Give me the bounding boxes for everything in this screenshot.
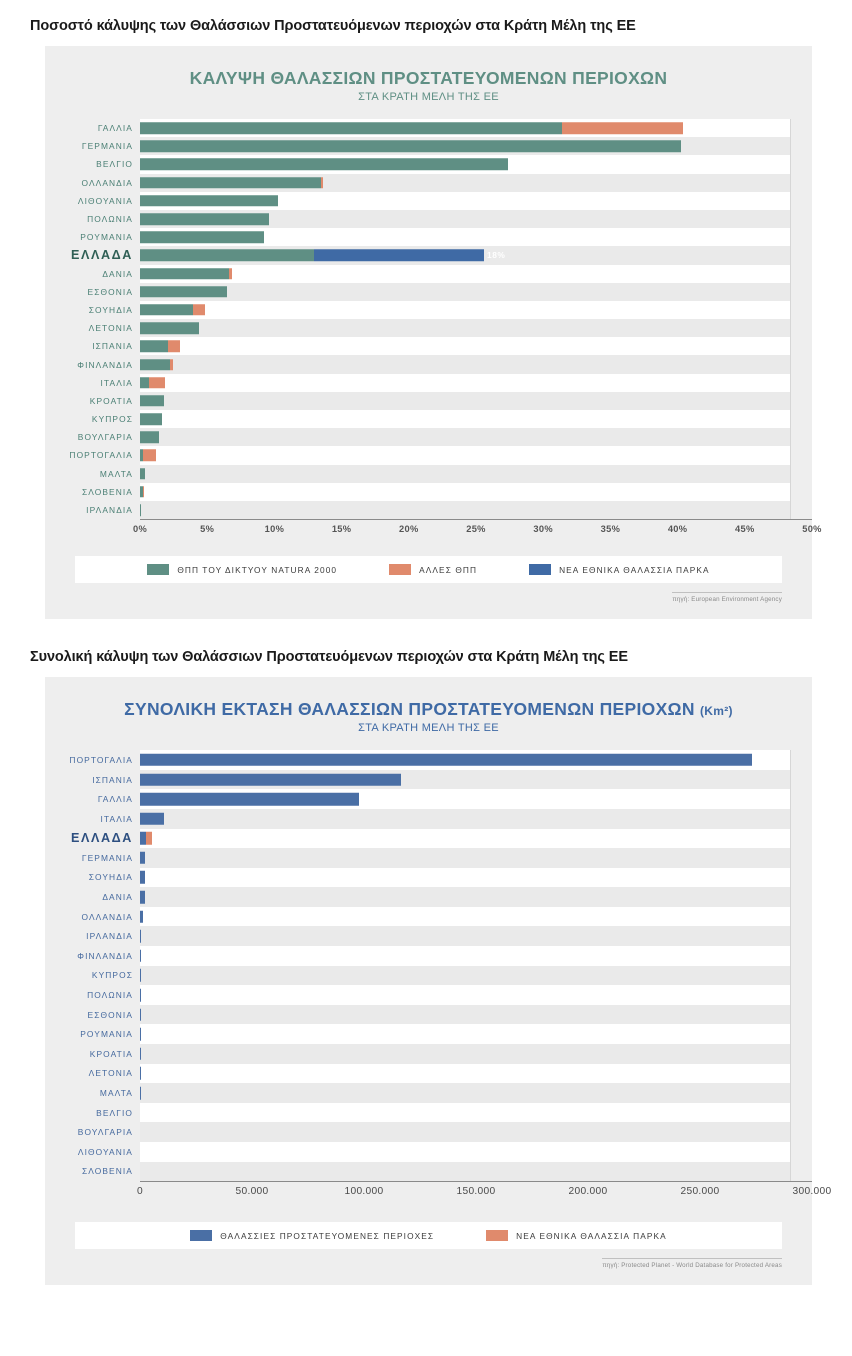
legend-label: ΘΑΛΑΣΣΙΕΣ ΠΡΟΣΤΑΤΕΥΟΜΕΝΕΣ ΠΕΡΙΟΧΕΣ bbox=[220, 1230, 435, 1241]
chart-row bbox=[97, 119, 790, 137]
bar-segment[interactable] bbox=[140, 268, 229, 280]
chart-row bbox=[86, 501, 790, 519]
stacked-bar[interactable] bbox=[140, 871, 195, 884]
section-heading-1: Ποσοστό κάλυψης των Θαλάσσιων Προστατευόμενων περιοχών στα Κράτη Μέλη της ΕΕ bbox=[30, 18, 636, 34]
x-tick-label: 0% bbox=[132, 524, 148, 535]
row-label-ισπανια: ΙΣΠΑΝΙΑ bbox=[92, 774, 133, 785]
chart-row bbox=[87, 1005, 790, 1025]
bar-track bbox=[140, 1024, 790, 1044]
bar-segment[interactable] bbox=[140, 250, 314, 262]
bar-segment[interactable] bbox=[140, 504, 141, 516]
stacked-bar[interactable] bbox=[140, 159, 629, 171]
x-tick-label: 250.000 bbox=[680, 1186, 720, 1198]
row-label-λιθουανια: ΛΙΘΟΥΑΝΙΑ bbox=[77, 195, 133, 206]
stacked-bar[interactable] bbox=[140, 832, 227, 845]
row-label-ιρλανδια: ΙΡΛΑΝΔΙΑ bbox=[86, 505, 133, 516]
bar-segment[interactable] bbox=[140, 359, 170, 371]
row-label-σουηδια: ΣΟΥΗΔΙΑ bbox=[88, 872, 133, 883]
bar-segment[interactable] bbox=[314, 250, 484, 262]
chart-row bbox=[99, 465, 790, 483]
bar-track bbox=[140, 246, 790, 264]
row-label-βουλγαρια: ΒΟΥΛΓΑΡΙΑ bbox=[77, 432, 133, 443]
chart-row bbox=[88, 301, 790, 319]
chart-row bbox=[77, 355, 790, 373]
row-label-ιρλανδια: ΙΡΛΑΝΔΙΑ bbox=[86, 931, 133, 942]
row-label-ρουμανια: ΡΟΥΜΑΝΙΑ bbox=[80, 1029, 133, 1040]
x-tick-label: 100.000 bbox=[344, 1186, 384, 1198]
legend-item[interactable] bbox=[363, 564, 503, 575]
bar-track bbox=[140, 887, 790, 907]
row-label-βελγιο: ΒΕΛΓΙΟ bbox=[96, 159, 133, 170]
bar-track bbox=[140, 501, 790, 519]
chart-row bbox=[91, 966, 790, 986]
bar-segment[interactable] bbox=[140, 341, 168, 353]
chart-row bbox=[69, 446, 790, 464]
bar-track bbox=[140, 1142, 790, 1162]
bar-track bbox=[140, 848, 790, 868]
chart-row bbox=[70, 246, 790, 264]
chart-row bbox=[80, 228, 790, 246]
stacked-bar[interactable] bbox=[140, 377, 267, 389]
bar-track bbox=[140, 1083, 790, 1103]
bar-segment[interactable] bbox=[140, 969, 141, 982]
chart-row bbox=[96, 1103, 790, 1123]
stacked-bar[interactable] bbox=[140, 304, 345, 316]
legend-swatch-icon bbox=[190, 1230, 212, 1241]
row-label-σλοβενια: ΣΛΟΒΕΝΙΑ bbox=[81, 486, 133, 497]
chart1-title bbox=[45, 62, 812, 89]
bar-track bbox=[140, 119, 790, 137]
chart-row bbox=[88, 1064, 790, 1084]
row-label-βελγιο: ΒΕΛΓΙΟ bbox=[96, 1107, 133, 1118]
bar-segment[interactable] bbox=[562, 122, 683, 134]
chart-row bbox=[89, 392, 790, 410]
stacked-bar[interactable] bbox=[140, 1087, 150, 1100]
bar-segment[interactable] bbox=[140, 377, 149, 389]
bar-track bbox=[140, 1162, 790, 1182]
stacked-bar[interactable] bbox=[140, 1048, 153, 1061]
stacked-bar[interactable] bbox=[140, 322, 336, 334]
chart-row bbox=[80, 1024, 790, 1044]
bar-track bbox=[140, 337, 790, 355]
bar-track bbox=[140, 789, 790, 809]
chart2-title-text: ΣΥΝΟΛΙΚΗ ΕΚΤΑΣΗ ΘΑΛΑΣΣΙΩΝ ΠΡΟΣΤΑΤΕΥΟΜΕΝΩΝ ΠΕΡΙΟΧΩΝ bbox=[124, 699, 695, 720]
row-label-εσθονια: ΕΣΘΟΝΙΑ bbox=[87, 286, 133, 297]
chart-row bbox=[70, 829, 790, 849]
row-label-ολλανδια: ΟΛΛΑΝΔΙΑ bbox=[81, 911, 133, 922]
legend-item[interactable] bbox=[164, 1230, 460, 1241]
bar-track bbox=[140, 829, 790, 849]
chart-row bbox=[99, 1083, 790, 1103]
chart1-x-tick-labels bbox=[132, 520, 822, 542]
bar-segment[interactable] bbox=[140, 950, 141, 963]
row-label-ελλαδα: ΕΛΛΑΔΑ bbox=[70, 248, 133, 263]
bar-segment[interactable] bbox=[140, 871, 145, 884]
chart1-bar-rows bbox=[69, 119, 790, 519]
chart-row bbox=[88, 319, 790, 337]
stacked-bar[interactable] bbox=[140, 341, 301, 353]
chart-row bbox=[96, 155, 790, 173]
row-label-βουλγαρια: ΒΟΥΛΓΑΡΙΑ bbox=[77, 1127, 133, 1138]
row-label-σλοβενια: ΣΛΟΒΕΝΙΑ bbox=[81, 1166, 133, 1177]
stacked-bar[interactable] bbox=[140, 891, 195, 904]
bar-track bbox=[140, 392, 790, 410]
bar-track bbox=[140, 985, 790, 1005]
stacked-bar[interactable] bbox=[140, 450, 243, 462]
chart-card-total-area bbox=[45, 677, 832, 1285]
bar-segment[interactable] bbox=[140, 754, 752, 767]
x-tick-label: 20% bbox=[399, 524, 419, 535]
stacked-bar[interactable] bbox=[140, 969, 164, 982]
bar-track bbox=[140, 319, 790, 337]
row-label-φινλανδια: ΦΙΝΛΑΝΔΙΑ bbox=[77, 950, 133, 961]
stacked-bar[interactable] bbox=[140, 910, 188, 923]
stacked-bar[interactable] bbox=[140, 950, 164, 963]
bar-track bbox=[140, 966, 790, 986]
x-tick-label: 25% bbox=[466, 524, 486, 535]
chart-row bbox=[87, 210, 790, 228]
row-label-ιταλια: ΙΤΑΛΙΑ bbox=[100, 377, 133, 388]
chart-row bbox=[81, 907, 790, 927]
bar-segment[interactable] bbox=[140, 432, 159, 444]
bar-segment[interactable] bbox=[140, 177, 321, 189]
chart-row bbox=[81, 483, 790, 501]
bar-segment[interactable] bbox=[140, 773, 401, 786]
bar-segment[interactable] bbox=[140, 213, 269, 225]
chart1-source: πηγή: European Environment Agency bbox=[672, 592, 782, 603]
stacked-bar[interactable] bbox=[140, 930, 165, 943]
stacked-bar[interactable] bbox=[140, 1165, 141, 1178]
stacked-bar[interactable] bbox=[140, 793, 517, 806]
bar-track bbox=[140, 809, 790, 829]
chart-row bbox=[97, 789, 790, 809]
bar-segment[interactable] bbox=[193, 304, 205, 316]
chart-row bbox=[81, 174, 790, 192]
legend-item[interactable] bbox=[503, 564, 736, 575]
stacked-bar[interactable] bbox=[140, 468, 195, 480]
bar-segment[interactable] bbox=[140, 1028, 141, 1041]
row-label-σουηδια: ΣΟΥΗΔΙΑ bbox=[88, 304, 133, 315]
stacked-bar[interactable] bbox=[140, 1126, 147, 1139]
row-label-ολλανδια: ΟΛΛΑΝΔΙΑ bbox=[81, 177, 133, 188]
bar-segment[interactable] bbox=[321, 177, 323, 189]
x-tick-label: 200.000 bbox=[568, 1186, 608, 1198]
row-label-γαλλια: ΓΑΛΛΙΑ bbox=[97, 123, 133, 134]
chart2-title-unit: (Km²) bbox=[700, 704, 733, 719]
x-tick-label: 10% bbox=[264, 524, 285, 535]
legend-swatch-icon bbox=[147, 564, 169, 575]
bar-track bbox=[140, 946, 790, 966]
row-label-πολωνια: ΠΟΛΩΝΙΑ bbox=[87, 214, 133, 225]
row-label-κυπρος: ΚΥΠΡΟΣ bbox=[91, 970, 133, 981]
chart-row bbox=[81, 1162, 790, 1182]
chart-row bbox=[77, 946, 790, 966]
bar-track bbox=[140, 137, 790, 155]
bar-track bbox=[140, 1005, 790, 1025]
bar-track bbox=[140, 174, 790, 192]
stacked-bar[interactable] bbox=[140, 141, 733, 153]
bar-segment[interactable] bbox=[140, 793, 359, 806]
row-label-πορτογαλια: ΠΟΡΤΟΓΑΛΙΑ bbox=[69, 754, 133, 765]
row-label-γερμανια: ΓΕΡΜΑΝΙΑ bbox=[81, 141, 133, 152]
bar-track bbox=[140, 428, 790, 446]
row-label-γαλλια: ΓΑΛΛΙΑ bbox=[97, 794, 133, 805]
row-label-ελλαδα: ΕΛΛΑΔΑ bbox=[70, 831, 133, 846]
bar-track bbox=[140, 770, 790, 790]
row-label-ιταλια: ΙΤΑΛΙΑ bbox=[100, 813, 133, 824]
legend-swatch-icon bbox=[389, 564, 411, 575]
legend-label: ΘΠΠ ΤΟΥ ΔΙΚΤΥΟΥ NATURA 2000 bbox=[177, 564, 338, 575]
chart2-bar-rows bbox=[69, 750, 790, 1181]
bar-track bbox=[140, 410, 790, 428]
bar-segment[interactable] bbox=[140, 286, 227, 298]
row-label-μαλτα: ΜΑΛΤΑ bbox=[99, 468, 133, 479]
bar-segment[interactable] bbox=[140, 231, 264, 243]
bar-value-label: 18% bbox=[487, 250, 506, 261]
bar-segment[interactable] bbox=[168, 341, 180, 353]
stacked-bar[interactable] bbox=[140, 1008, 158, 1021]
row-label-δανια: ΔΑΝΙΑ bbox=[102, 268, 133, 279]
stacked-bar[interactable] bbox=[140, 989, 158, 1002]
chart-row bbox=[88, 868, 790, 888]
x-tick-label: 15% bbox=[331, 524, 352, 535]
chart2-plot-area bbox=[45, 750, 790, 1181]
chart1-source-wrap bbox=[45, 592, 782, 603]
x-tick-label: 35% bbox=[600, 524, 621, 535]
stacked-bar[interactable] bbox=[140, 504, 170, 516]
stacked-bar[interactable] bbox=[140, 177, 485, 189]
chart-row bbox=[81, 137, 790, 155]
legend-label: ΝΕΑ ΕΘΝΙΚΑ ΘΑΛΑΣΣΙΑ ΠΑΡΚΑ bbox=[516, 1230, 667, 1241]
stacked-bar[interactable] bbox=[140, 773, 552, 786]
bar-track bbox=[140, 1122, 790, 1142]
stacked-bar[interactable] bbox=[140, 413, 258, 425]
chart-row bbox=[91, 410, 790, 428]
row-label-ρουμανια: ΡΟΥΜΑΝΙΑ bbox=[80, 232, 133, 243]
stacked-bar[interactable] bbox=[140, 231, 423, 243]
row-label-κροατια: ΚΡΟΑΤΙΑ bbox=[89, 1048, 133, 1059]
row-label-κροατια: ΚΡΟΑΤΙΑ bbox=[89, 395, 133, 406]
chart2-subtitle: ΣΤΑ ΚΡΑΤΗ ΜΕΛΗ ΤΗΣ ΕΕ bbox=[358, 722, 499, 735]
x-tick-label: 300.000 bbox=[792, 1186, 832, 1198]
bar-segment[interactable] bbox=[140, 930, 141, 943]
gridline bbox=[790, 750, 791, 1181]
chart-card-coverage-percent bbox=[45, 46, 822, 619]
bar-segment[interactable] bbox=[146, 832, 151, 845]
chart1-plot-area bbox=[45, 119, 790, 519]
stacked-bar[interactable] bbox=[140, 432, 251, 444]
bar-track bbox=[140, 1064, 790, 1084]
bar-segment[interactable] bbox=[140, 891, 145, 904]
bar-track bbox=[140, 1044, 790, 1064]
chart-row bbox=[87, 985, 790, 1005]
chart-row bbox=[87, 283, 790, 301]
x-tick-label: 50% bbox=[802, 524, 822, 535]
stacked-bar[interactable] bbox=[140, 486, 186, 498]
x-tick-label: 150.000 bbox=[456, 1186, 496, 1198]
bar-track bbox=[140, 483, 790, 501]
legend-swatch-icon bbox=[529, 564, 551, 575]
row-label-κυπρος: ΚΥΠΡΟΣ bbox=[91, 414, 133, 425]
bar-track bbox=[140, 868, 790, 888]
chart2-source: πηγή: Protected Planet - World Database for Protected Areas bbox=[602, 1258, 782, 1269]
legend-label: ΑΛΛΕΣ ΘΠΠ bbox=[419, 564, 478, 575]
bar-track bbox=[140, 1103, 790, 1123]
bar-segment[interactable] bbox=[149, 377, 165, 389]
section-heading-2: Συνολική κάλυψη των Θαλάσσιων Προστατευόμενων περιοχών στα Κράτη Μέλη της ΕΕ bbox=[30, 649, 628, 666]
bar-track bbox=[140, 465, 790, 483]
stacked-bar[interactable] bbox=[140, 395, 266, 407]
stacked-bar[interactable] bbox=[140, 852, 196, 865]
chart-row bbox=[100, 374, 790, 392]
stacked-bar[interactable] bbox=[140, 213, 430, 225]
bar-segment[interactable] bbox=[140, 122, 562, 134]
stacked-bar[interactable] bbox=[140, 195, 439, 207]
chart1-legend bbox=[75, 556, 782, 583]
row-label-ισπανια: ΙΣΠΑΝΙΑ bbox=[92, 341, 133, 352]
row-label-λετονια: ΛΕΤΟΝΙΑ bbox=[88, 323, 133, 334]
chart-row bbox=[81, 848, 790, 868]
bar-track bbox=[140, 210, 790, 228]
row-label-πολωνια: ΠΟΛΩΝΙΑ bbox=[87, 990, 133, 1001]
row-label-γερμανια: ΓΕΡΜΑΝΙΑ bbox=[81, 852, 133, 863]
bar-track bbox=[140, 926, 790, 946]
chart-row bbox=[69, 750, 790, 770]
chart-row bbox=[77, 192, 790, 210]
bar-segment[interactable] bbox=[140, 852, 145, 865]
chart2-legend bbox=[75, 1222, 782, 1249]
stacked-bar[interactable] bbox=[140, 359, 286, 371]
chart2-title bbox=[45, 693, 812, 720]
gridline bbox=[790, 119, 791, 519]
chart-row bbox=[92, 337, 790, 355]
bar-track bbox=[140, 446, 790, 464]
stacked-bar[interactable] bbox=[140, 1067, 153, 1080]
bar-segment[interactable] bbox=[170, 359, 173, 371]
bar-segment[interactable] bbox=[140, 468, 145, 480]
stacked-bar[interactable] bbox=[140, 250, 613, 262]
stacked-bar[interactable] bbox=[140, 1028, 160, 1041]
chart1-title-text: ΚΑΛΥΨΗ ΘΑΛΑΣΣΙΩΝ ΠΡΟΣΤΑΤΕΥΟΜΕΝΩΝ ΠΕΡΙΟΧΩΝ bbox=[189, 68, 668, 88]
bar-track bbox=[140, 192, 790, 210]
x-tick-label: 5% bbox=[200, 524, 215, 535]
x-tick-label: 45% bbox=[735, 524, 755, 535]
chart-row bbox=[92, 770, 790, 790]
bar-segment[interactable] bbox=[140, 413, 162, 425]
bar-segment[interactable] bbox=[140, 322, 199, 334]
row-label-λετονια: ΛΕΤΟΝΙΑ bbox=[88, 1068, 133, 1079]
stacked-bar[interactable] bbox=[140, 1146, 142, 1159]
legend-item[interactable] bbox=[460, 1230, 693, 1241]
stacked-bar[interactable] bbox=[140, 1106, 147, 1119]
chart-row bbox=[100, 809, 790, 829]
chart-row bbox=[77, 1142, 790, 1162]
chart2-x-tick-labels bbox=[137, 1182, 832, 1204]
chart2-source-wrap bbox=[45, 1258, 782, 1269]
bar-segment[interactable] bbox=[143, 450, 156, 462]
bar-segment[interactable] bbox=[140, 812, 164, 825]
chart-row bbox=[77, 428, 790, 446]
bar-segment[interactable] bbox=[229, 268, 231, 280]
chart1-subtitle: ΣΤΑ ΚΡΑΤΗ ΜΕΛΗ ΤΗΣ ΕΕ bbox=[358, 91, 499, 103]
stacked-bar[interactable] bbox=[140, 812, 265, 825]
bar-segment[interactable] bbox=[140, 304, 193, 316]
bar-track bbox=[140, 374, 790, 392]
chart1-bottom-spacer bbox=[45, 603, 812, 609]
chart-row bbox=[86, 926, 790, 946]
stacked-bar[interactable] bbox=[140, 754, 771, 767]
bar-segment[interactable] bbox=[140, 1008, 141, 1021]
bar-track bbox=[140, 907, 790, 927]
bar-segment[interactable] bbox=[140, 141, 681, 153]
bar-segment[interactable] bbox=[140, 910, 143, 923]
row-label-εσθονια: ΕΣΘΟΝΙΑ bbox=[87, 1009, 133, 1020]
x-tick-label: 50.000 bbox=[235, 1186, 269, 1198]
bar-segment[interactable] bbox=[140, 195, 278, 207]
bar-track bbox=[140, 283, 790, 301]
stacked-bar[interactable] bbox=[140, 286, 378, 298]
chart-row bbox=[102, 265, 790, 283]
row-label-λιθουανια: ΛΙΘΟΥΑΝΙΑ bbox=[77, 1146, 133, 1157]
bar-track bbox=[140, 265, 790, 283]
bar-track bbox=[140, 228, 790, 246]
x-tick-label: 40% bbox=[667, 524, 688, 535]
bar-track bbox=[140, 301, 790, 319]
bar-track bbox=[140, 355, 790, 373]
stacked-bar[interactable] bbox=[140, 122, 734, 134]
bar-track bbox=[140, 155, 790, 173]
row-label-μαλτα: ΜΑΛΤΑ bbox=[99, 1088, 133, 1099]
x-tick-label: 0 bbox=[137, 1186, 143, 1198]
bar-segment[interactable] bbox=[140, 159, 508, 171]
bar-segment[interactable] bbox=[140, 989, 141, 1002]
row-label-φινλανδια: ΦΙΝΛΑΝΔΙΑ bbox=[77, 359, 133, 370]
legend-label: ΝΕΑ ΕΘΝΙΚΑ ΘΑΛΑΣΣΙΑ ΠΑΡΚΑ bbox=[559, 564, 710, 575]
chart-row bbox=[102, 887, 790, 907]
stacked-bar[interactable] bbox=[140, 268, 384, 280]
chart2-bottom-spacer bbox=[45, 1269, 812, 1275]
chart-row bbox=[89, 1044, 790, 1064]
row-label-δανια: ΔΑΝΙΑ bbox=[102, 892, 133, 903]
row-label-πορτογαλια: ΠΟΡΤΟΓΑΛΙΑ bbox=[69, 450, 133, 461]
bar-segment[interactable] bbox=[140, 395, 164, 407]
bar-track bbox=[140, 750, 790, 770]
legend-item[interactable] bbox=[121, 564, 363, 575]
x-tick-label: 30% bbox=[533, 524, 553, 535]
chart-row bbox=[77, 1122, 790, 1142]
legend-swatch-icon bbox=[486, 1230, 508, 1241]
